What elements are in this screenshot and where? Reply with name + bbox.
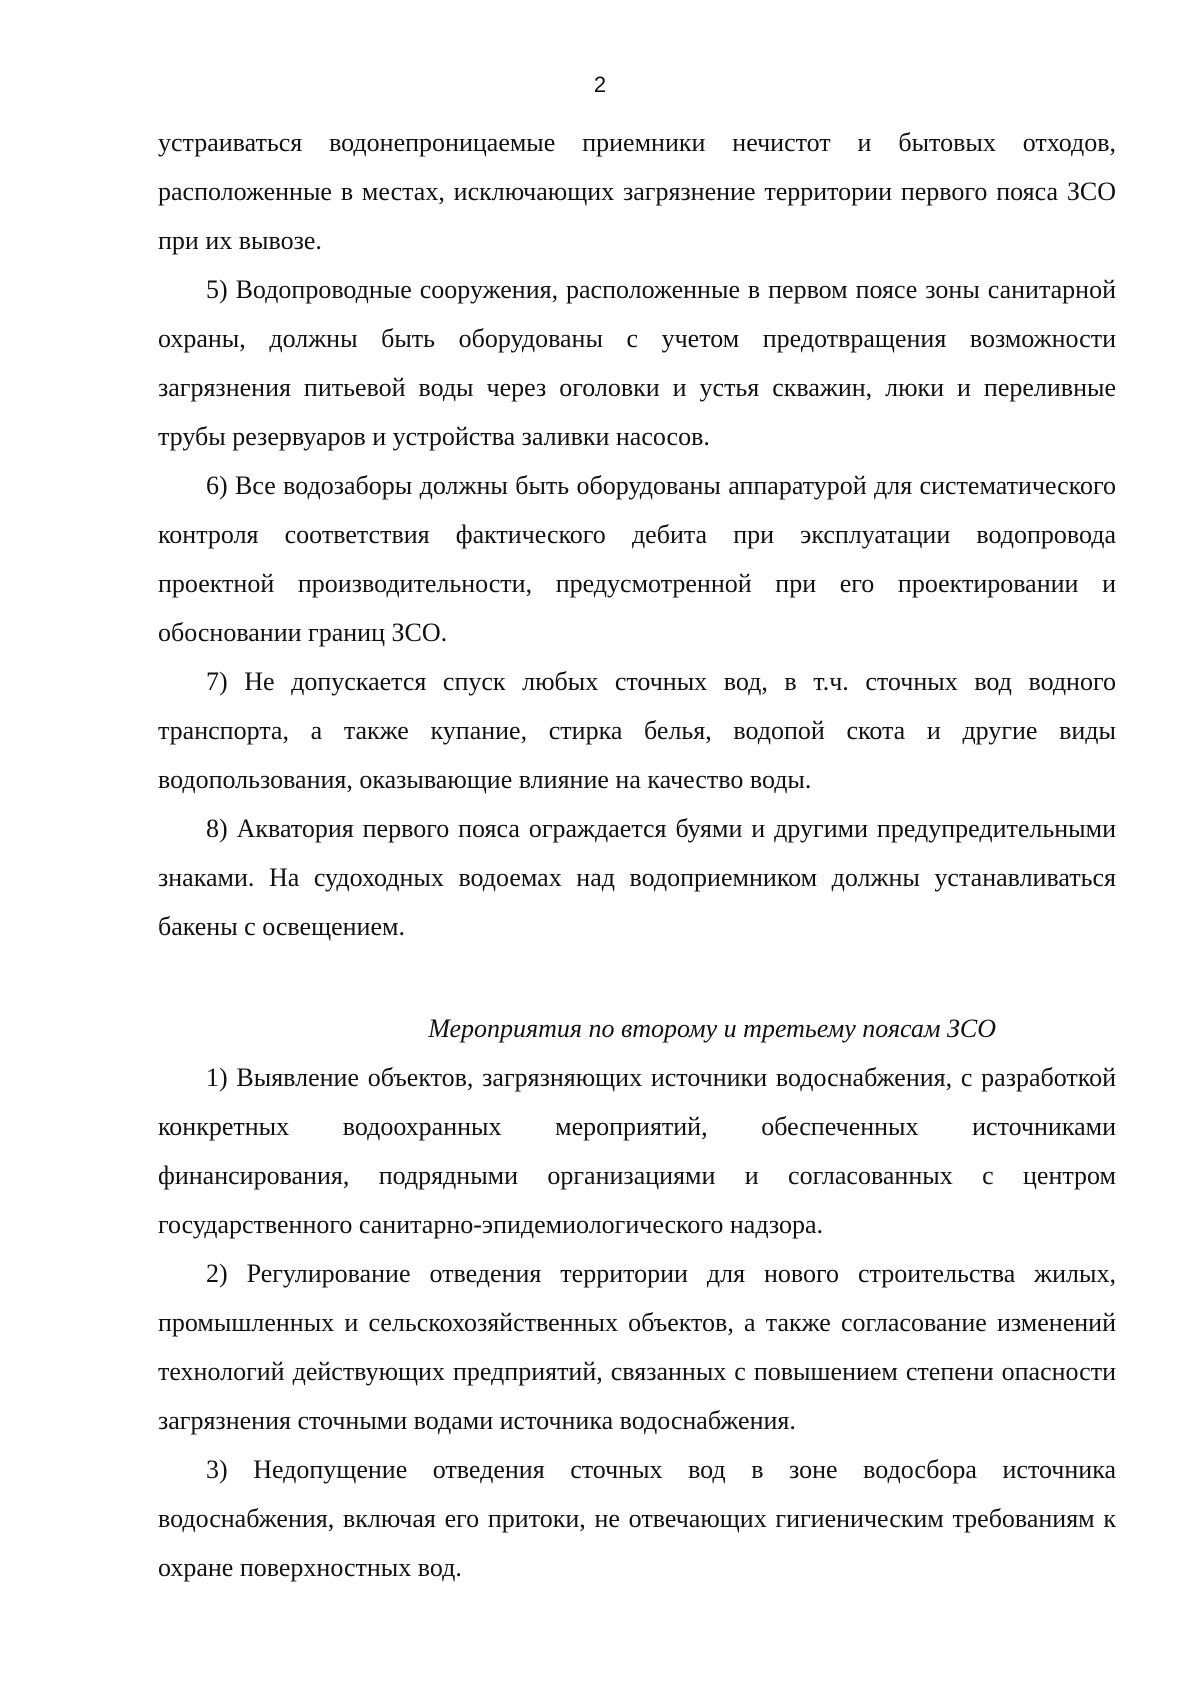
section-heading: Мероприятия по второму и третьему поясам ЗСО xyxy=(428,1014,996,1043)
paragraph-measure-2: 2) Регулирование отведения территории для нового строительства жилых, промышленных и сельскохозяйственных объектов, а также согласование изменений технологий действующих предприятий, связанных с повышением степени опасности загрязнения сточными водами источника водоснабжения. xyxy=(158,1259,1116,1435)
document-body xyxy=(158,118,1116,1592)
paragraph-item-5: 5) Водопроводные сооружения, расположенные в первом поясе зоны санитарной охраны, должны быть оборудованы с учетом предотвращения возможности загрязнения питьевой воды через оголовки и устья скважин, люки и переливные трубы резервуаров и устройства заливки насосов. xyxy=(158,275,1116,451)
page-number: 2 xyxy=(593,72,607,97)
paragraph-item-6: 6) Все водозаборы должны быть оборудованы аппаратурой для систематического контроля соответствия фактического дебита при эксплуатации водопровода проектной производительности, предусмотренной при его проектировании и обосновании границ ЗСО. xyxy=(158,471,1116,647)
paragraph-item-7: 7) Не допускается спуск любых сточных вод, в т.ч. сточных вод водного транспорта, а также купание, стирка белья, водопой скота и другие виды водопользования, оказывающие влияние на качество воды. xyxy=(158,667,1116,794)
paragraph-continuation: устраиваться водонепроницаемые приемники нечистот и бытовых отходов, расположенные в местах, исключающих загрязнение территории первого пояса ЗСО при их вывозе. xyxy=(158,128,1116,255)
paragraph-measure-1: 1) Выявление объектов, загрязняющих источники водоснабжения, с разработкой конкретных водоохранных мероприятий, обеспеченных источниками финансирования, подрядными организациями и согласованных с центром государственного санитарно-эпидемиологического надзора. xyxy=(158,1063,1116,1239)
paragraph-item-8: 8) Акватория первого пояса ограждается буями и другими предупредительными знаками. На судоходных водоемах над водоприемником должны устанавливаться бакены с освещением. xyxy=(158,814,1116,941)
paragraph-measure-3: 3) Недопущение отведения сточных вод в зоне водосбора источника водоснабжения, включая его притоки, не отвечающих гигиеническим требованиям к охране поверхностных вод. xyxy=(158,1455,1116,1582)
